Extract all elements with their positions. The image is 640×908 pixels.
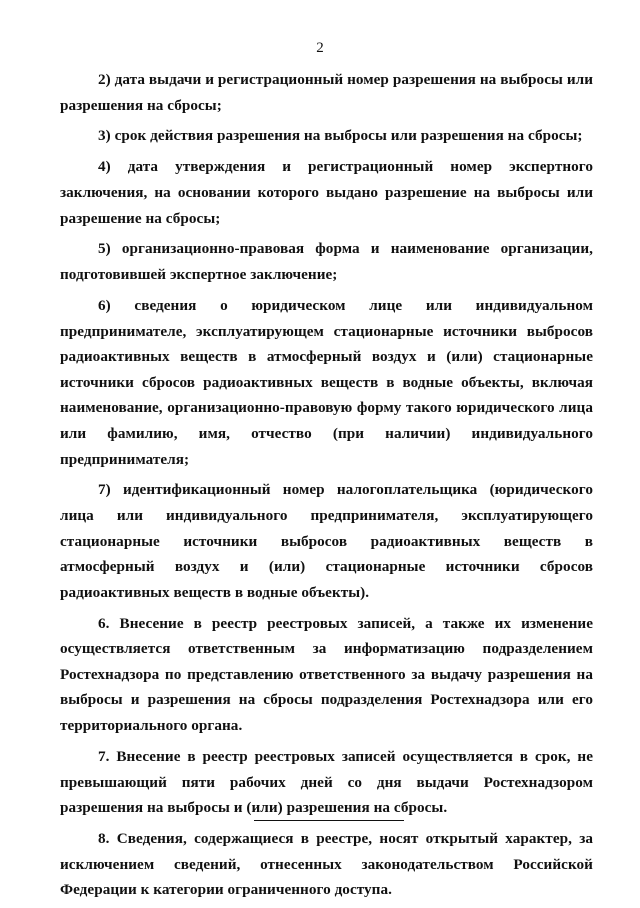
list-item-7: 7) идентификационный номер налогоплательщика (юридического лица или индивидуального предпринимателя, эксплуатирующего стационарные источники выбросов радиоактивных веществ в атмосферный воздух и (или) стационарные источники сбросов радиоактивных веществ в водные объекты). bbox=[60, 481, 593, 601]
list-item-4: 4) дата утверждения и регистрационный номер экспертного заключения, на основании которого выдано разрешение на выбросы или разрешение на сбросы; bbox=[60, 158, 593, 227]
list-item-2: 2) дата выдачи и регистрационный номер разрешения на выбросы или разрешения на сбросы; bbox=[60, 71, 593, 114]
end-rule bbox=[254, 820, 404, 821]
clause-7: 7. Внесение в реестр реестровых записей осуществляется в срок, не превышающий пяти рабочих дней со дня выдачи Ростехнадзором разрешения на выбросы и (или) разрешения на сбросы. bbox=[60, 747, 593, 817]
list-item-3: 3) срок действия разрешения на выбросы или разрешения на сбросы; bbox=[98, 127, 583, 145]
page-number: 2 bbox=[316, 40, 324, 56]
clause-8: 8. Сведения, содержащиеся в реестре, носят открытый характер, за исключением сведений, отнесенных законодательством Российской Федерации к категории ограниченного доступа. bbox=[60, 830, 593, 899]
document-body bbox=[60, 67, 593, 908]
list-item-6: 6) сведения о юридическом лице или индивидуальном предпринимателе, эксплуатирующем стационарные источники выбросов радиоактивных веществ в атмосферный воздух и (или) стационарные источники сбросов радиоактивных веществ в водные объекты, включая наименование, организационно-правовую форму такого юридического лица или фамилию, имя, отчество (при наличии) индивидуального предпринимателя; bbox=[60, 296, 593, 468]
clause-6: 6. Внесение в реестр реестровых записей, а также их изменение осуществляется ответственным за информатизацию подразделением Ростехнадзора по представлению ответственного за выдачу разрешения на выбросы и разрешения на сбросы подразделения Ростехнадзора или его территориального органа. bbox=[60, 614, 593, 735]
list-item-5: 5) организационно-правовая форма и наименование организации, подготовившей экспертное заключение; bbox=[60, 240, 593, 284]
